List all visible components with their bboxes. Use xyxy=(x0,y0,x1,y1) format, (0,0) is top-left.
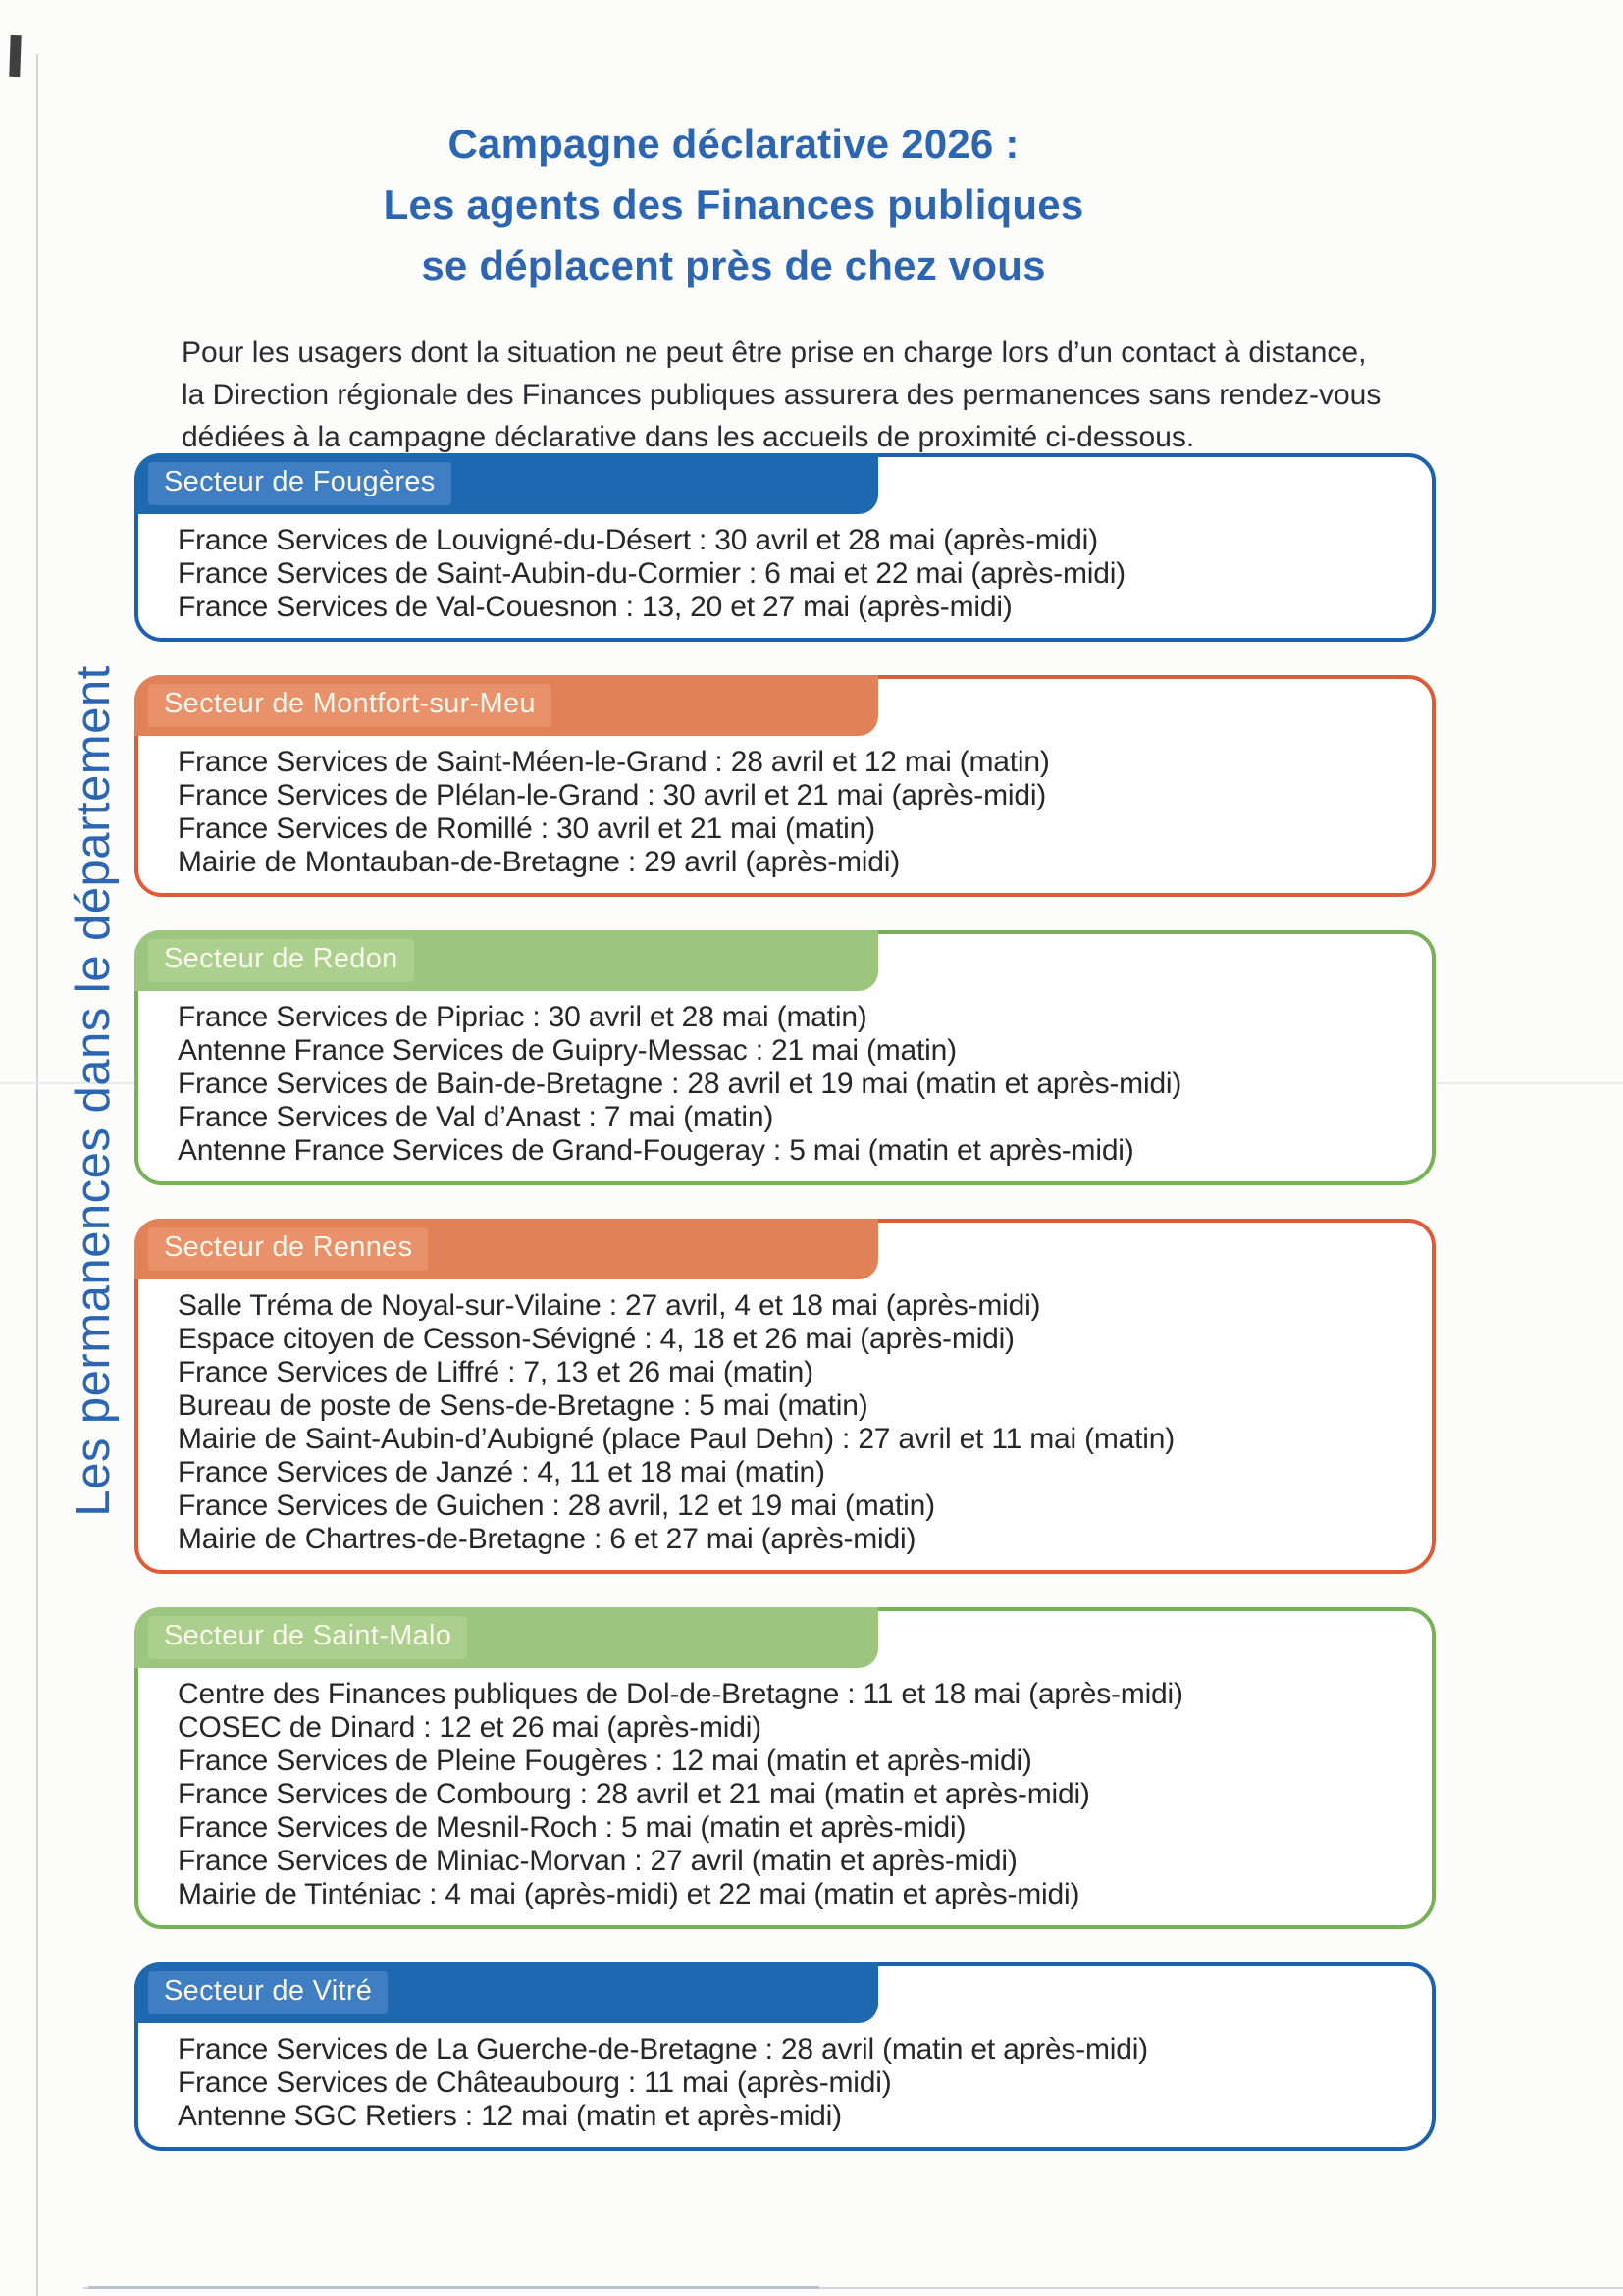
permanence-item: Mairie de Saint-Aubin-d’Aubigné (place Paul Dehn) : 27 avril et 11 mai (matin) xyxy=(178,1423,1176,1455)
intro-line-2: la Direction régionale des Finances publiques assurera des permanences sans rendez-vous xyxy=(182,379,1382,411)
sector-card-saint-malo xyxy=(134,1607,1436,1929)
sector-tab xyxy=(134,675,878,736)
sector-tab xyxy=(134,1607,878,1668)
sector-card-redon xyxy=(134,930,1436,1185)
sector-title: Secteur de Saint-Malo xyxy=(148,1616,467,1659)
intro-line-1: Pour les usagers dont la situation ne peut être prise en charge lors d’un contact à distance, xyxy=(182,337,1367,369)
scan-artifact-left-edge xyxy=(36,54,38,2296)
sector-title: Secteur de Rennes xyxy=(148,1227,428,1271)
sector-card-list xyxy=(134,453,1436,2184)
permanence-item: Espace citoyen de Cesson-Sévigné : 4, 18 et 26 mai (après-midi) xyxy=(178,1323,1015,1355)
page-title xyxy=(83,114,1384,296)
intro-paragraph xyxy=(182,332,1457,458)
sector-title: Secteur de Montfort-sur-Meu xyxy=(148,684,551,727)
permanence-item: France Services de Louvigné-du-Désert : 30 avril et 28 mai (après-midi) xyxy=(178,524,1098,556)
sector-tab xyxy=(134,453,878,514)
permanence-item: France Services de Romillé : 30 avril et 21 mai (matin) xyxy=(178,812,875,845)
permanence-item: Antenne SGC Retiers : 12 mai (matin et après-midi) xyxy=(178,2100,842,2132)
sector-card-fougeres xyxy=(134,453,1436,642)
permanence-item: France Services de Pleine Fougères : 12 mai (matin et après-midi) xyxy=(178,1745,1032,1777)
sector-card-vitre xyxy=(134,1962,1436,2151)
sector-title: Secteur de Fougères xyxy=(148,462,451,505)
permanence-item: COSEC de Dinard : 12 et 26 mai (après-midi) xyxy=(178,1711,761,1744)
permanence-item: France Services de Liffré : 7, 13 et 26 mai (matin) xyxy=(178,1356,813,1388)
permanence-item: France Services de Val d’Anast : 7 mai (matin) xyxy=(178,1101,774,1133)
permanence-list xyxy=(138,1279,1432,1570)
permanence-list xyxy=(138,991,1432,1181)
permanence-item: France Services de La Guerche-de-Bretagne : 28 avril (matin et après-midi) xyxy=(178,2033,1148,2065)
sector-card-rennes xyxy=(134,1219,1436,1574)
permanence-item: Salle Tréma de Noyal-sur-Vilaine : 27 avril, 4 et 18 mai (après-midi) xyxy=(178,1289,1041,1322)
permanence-list xyxy=(138,2023,1432,2147)
permanence-item: Antenne France Services de Grand-Fougeray : 5 mai (matin et après-midi) xyxy=(178,1134,1134,1167)
sector-title: Secteur de Vitré xyxy=(148,1971,388,2014)
page-title-line-3: se déplacent près de chez vous xyxy=(421,242,1046,288)
permanence-item: Mairie de Tinténiac : 4 mai (après-midi) et 22 mai (matin et après-midi) xyxy=(178,1878,1080,1910)
vertical-sidebar-title: Les permanences dans le département xyxy=(67,665,120,1517)
permanence-item: France Services de Guichen : 28 avril, 12 et 19 mai (matin) xyxy=(178,1489,935,1522)
sector-title: Secteur de Redon xyxy=(148,939,414,982)
permanence-item: France Services de Saint-Méen-le-Grand : 28 avril et 12 mai (matin) xyxy=(178,746,1050,778)
permanence-item: Bureau de poste de Sens-de-Bretagne : 5 mai (matin) xyxy=(178,1389,868,1422)
permanence-item: Mairie de Montauban-de-Bretagne : 29 avril (après-midi) xyxy=(178,846,901,878)
permanence-item: Centre des Finances publiques de Dol-de-Bretagne : 11 et 18 mai (après-midi) xyxy=(178,1678,1183,1710)
permanence-item: France Services de Bain-de-Bretagne : 28 avril et 19 mai (matin et après-midi) xyxy=(178,1068,1182,1100)
page-title-line-2: Les agents des Finances publiques xyxy=(383,182,1084,228)
permanence-item: France Services de Val-Couesnon : 13, 20 et 27 mai (après-midi) xyxy=(178,591,1013,623)
permanence-item: France Services de Pipriac : 30 avril et 28 mai (matin) xyxy=(178,1001,867,1033)
permanence-item: France Services de Janzé : 4, 11 et 18 mai (matin) xyxy=(178,1456,825,1488)
permanence-item: France Services de Combourg : 28 avril et 21 mai (matin et après-midi) xyxy=(178,1778,1090,1810)
permanence-item: France Services de Châteaubourg : 11 mai (après-midi) xyxy=(178,2066,892,2099)
sector-card-montfort xyxy=(134,675,1436,897)
sector-tab xyxy=(134,1962,878,2023)
sector-tab xyxy=(134,930,878,991)
permanence-item: Antenne France Services de Guipry-Messac : 21 mai (matin) xyxy=(178,1034,957,1067)
permanence-item: France Services de Saint-Aubin-du-Cormier : 6 mai et 22 mai (après-midi) xyxy=(178,557,1126,590)
permanence-list xyxy=(138,1668,1432,1925)
permanence-list xyxy=(138,736,1432,893)
scan-artifact-corner-mark xyxy=(9,35,21,77)
permanence-item: France Services de Mesnil-Roch : 5 mai (matin et après-midi) xyxy=(178,1811,967,1844)
page-title-line-1: Campagne déclarative 2026 : xyxy=(447,121,1020,167)
scan-artifact-bottom-edge-dark xyxy=(88,2286,819,2289)
permanence-item: France Services de Miniac-Morvan : 27 avril (matin et après-midi) xyxy=(178,1845,1018,1877)
permanence-item: Mairie de Chartres-de-Bretagne : 6 et 27 mai (après-midi) xyxy=(178,1523,916,1555)
sector-tab xyxy=(134,1219,878,1279)
permanence-item: France Services de Plélan-le-Grand : 30 avril et 21 mai (après-midi) xyxy=(178,779,1047,811)
intro-line-3: dédiées à la campagne déclarative dans les accueils de proximité ci-dessous. xyxy=(182,421,1195,453)
permanence-list xyxy=(138,514,1432,638)
